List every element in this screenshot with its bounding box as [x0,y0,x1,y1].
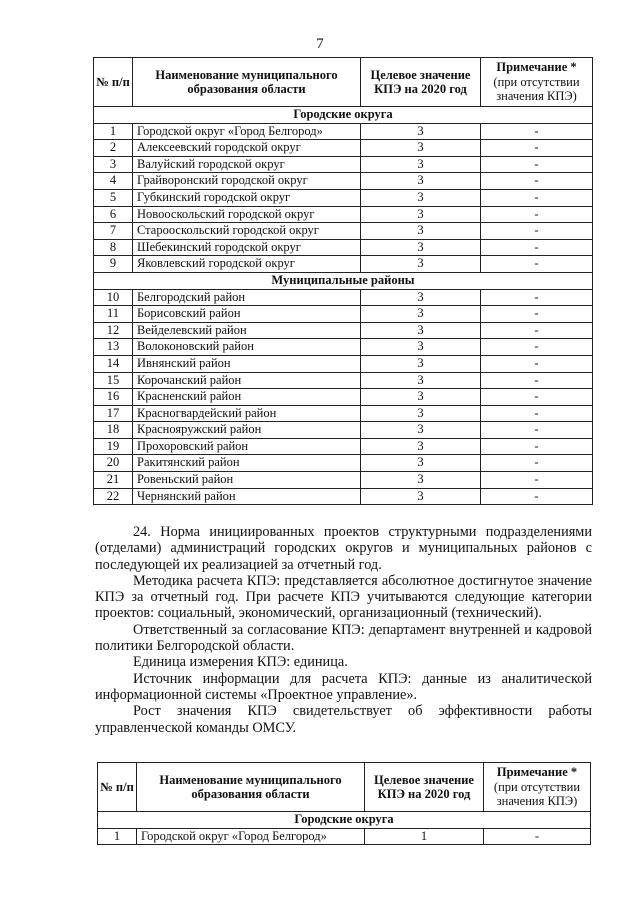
section-row [94,107,593,124]
row-name: Красненский район [133,389,361,406]
header-num: № п/п [98,763,137,812]
row-num: 6 [94,206,133,223]
row-value: 3 [361,189,481,206]
row-note: - [481,256,593,273]
row-note: - [481,206,593,223]
header-note-title: Примечание * [496,765,578,780]
row-name: Грайворонский городской округ [133,173,361,190]
row-num: 9 [94,256,133,273]
section-title: Муниципальные районы [94,272,593,289]
row-value: 1 [365,828,484,845]
header-name: Наименование муниципального образования области [133,58,361,107]
row-value: 3 [361,372,481,389]
table-row [94,223,593,240]
table-row [94,322,593,339]
row-num: 1 [94,123,133,140]
row-num: 13 [94,339,133,356]
table-row [94,140,593,157]
row-note: - [481,306,593,323]
table-row [94,306,593,323]
row-value: 3 [361,339,481,356]
row-name: Чернянский район [133,488,361,505]
row-name: Борисовский район [133,306,361,323]
row-name: Новооскольский городской округ [133,206,361,223]
table-row [94,156,593,173]
table-1-body [94,107,593,505]
row-num: 14 [94,355,133,372]
page-number: 7 [316,36,324,52]
row-name: Волоконовский район [133,339,361,356]
row-num: 18 [94,422,133,439]
paragraph-24: 24. Норма инициированных проектов структурными подразделениями (отделами) администраций городских округов и муниципальных районов с последующей их реализацией за отчетный год. [95,524,592,573]
paragraph-unit: Единица измерения КПЭ: единица. [133,654,348,671]
row-num: 21 [94,472,133,489]
table-row [94,405,593,422]
table-row [94,256,593,273]
row-num: 15 [94,372,133,389]
row-note: - [481,488,593,505]
paragraph-source: Источник информации для расчета КПЭ: данные из аналитической информационной системы «Проектное управление». [95,670,592,703]
row-value: 3 [361,438,481,455]
row-value: 3 [361,206,481,223]
row-name: Краснояружский район [133,422,361,439]
header-target: Целевое значение КПЭ на 2020 год [361,58,481,107]
row-value: 3 [361,422,481,439]
row-value: 3 [361,256,481,273]
table-row [94,422,593,439]
row-value: 3 [361,488,481,505]
row-note: - [481,389,593,406]
section-title: Городские округа [94,107,593,124]
row-value: 3 [361,156,481,173]
row-name: Корочанский район [133,372,361,389]
row-value: 3 [361,322,481,339]
table-header-row [98,763,591,812]
row-name: Старооскольский городской округ [133,223,361,240]
table-row [94,239,593,256]
row-note: - [481,156,593,173]
section-row [94,272,593,289]
row-num: 12 [94,322,133,339]
row-name: Городской округ «Город Белгород» [133,123,361,140]
kpe-table-1 [93,57,593,505]
row-note: - [484,828,591,845]
row-name: Вейделевский район [133,322,361,339]
row-num: 4 [94,173,133,190]
row-name: Ивнянский район [133,355,361,372]
header-num: № п/п [94,58,133,107]
row-num: 17 [94,405,133,422]
table-row [94,123,593,140]
row-note: - [481,173,593,190]
row-note: - [481,239,593,256]
row-note: - [481,455,593,472]
table-row [94,339,593,356]
row-name: Валуйский городской округ [133,156,361,173]
row-note: - [481,339,593,356]
table-row [94,173,593,190]
body-text [95,524,592,736]
row-num: 11 [94,306,133,323]
row-num: 22 [94,488,133,505]
table-header-row [94,58,593,107]
kpe-table-2 [97,762,591,845]
row-name: Алексеевский городской округ [133,140,361,157]
row-value: 3 [361,123,481,140]
row-note: - [481,140,593,157]
row-value: 3 [361,223,481,240]
section-title: Городские округа [98,812,591,829]
section-row [98,812,591,829]
header-note-sub: (при отсутствии значения КПЭ) [493,779,581,809]
header-target: Целевое значение КПЭ на 2020 год [365,763,484,812]
table-row [94,472,593,489]
row-name: Красногвардейский район [133,405,361,422]
row-name: Прохоровский район [133,438,361,455]
table-row [94,189,593,206]
row-name: Городской округ «Город Белгород» [137,828,365,845]
row-value: 3 [361,455,481,472]
row-value: 3 [361,472,481,489]
row-note: - [481,223,593,240]
header-note-title: Примечание * [496,60,577,75]
header-note [481,58,593,107]
row-num: 3 [94,156,133,173]
table-row [94,355,593,372]
row-note: - [481,123,593,140]
paragraph-responsible: Ответственный за согласование КПЭ: департамент внутренней и кадровой политики Белгородской области. [95,621,592,655]
row-num: 7 [94,223,133,240]
paragraph-growth: Рост значения КПЭ свидетельствует об эффективности работы управленческой команды ОМСУ. [95,703,592,736]
row-value: 3 [361,355,481,372]
table-row [94,455,593,472]
row-note: - [481,422,593,439]
row-note: - [481,289,593,306]
row-value: 3 [361,140,481,157]
row-num: 20 [94,455,133,472]
row-value: 3 [361,289,481,306]
row-note: - [481,438,593,455]
row-note: - [481,372,593,389]
row-num: 1 [98,828,137,845]
row-note: - [481,355,593,372]
table-row [98,828,591,845]
row-name: Яковлевский городской округ [133,256,361,273]
header-note-sub: (при отсутствии значения КПЭ) [493,74,580,104]
header-name: Наименование муниципального образования области [137,763,365,812]
paragraph-method: Методика расчета КПЭ: представляется абсолютное достигнутое значение КПЭ за отчетный год. При расчете КПЭ учитываются следующие категории проектов: социальный, экономический, организационный (технический). [95,572,592,622]
row-name: Ровеньский район [133,472,361,489]
row-value: 3 [361,389,481,406]
row-num: 5 [94,189,133,206]
row-value: 3 [361,306,481,323]
row-num: 16 [94,389,133,406]
row-note: - [481,322,593,339]
row-num: 8 [94,239,133,256]
row-note: - [481,472,593,489]
row-num: 19 [94,438,133,455]
row-value: 3 [361,239,481,256]
row-name: Губкинский городской округ [133,189,361,206]
table-row [94,438,593,455]
row-value: 3 [361,405,481,422]
table-2-body [98,812,591,845]
header-note [484,763,591,812]
row-name: Ракитянский район [133,455,361,472]
table-row [94,372,593,389]
row-note: - [481,189,593,206]
table-row [94,389,593,406]
row-value: 3 [361,173,481,190]
table-row [94,488,593,505]
row-num: 2 [94,140,133,157]
table-row [94,289,593,306]
row-note: - [481,405,593,422]
row-name: Шебекинский городской округ [133,239,361,256]
row-name: Белгородский район [133,289,361,306]
row-num: 10 [94,289,133,306]
table-row [94,206,593,223]
